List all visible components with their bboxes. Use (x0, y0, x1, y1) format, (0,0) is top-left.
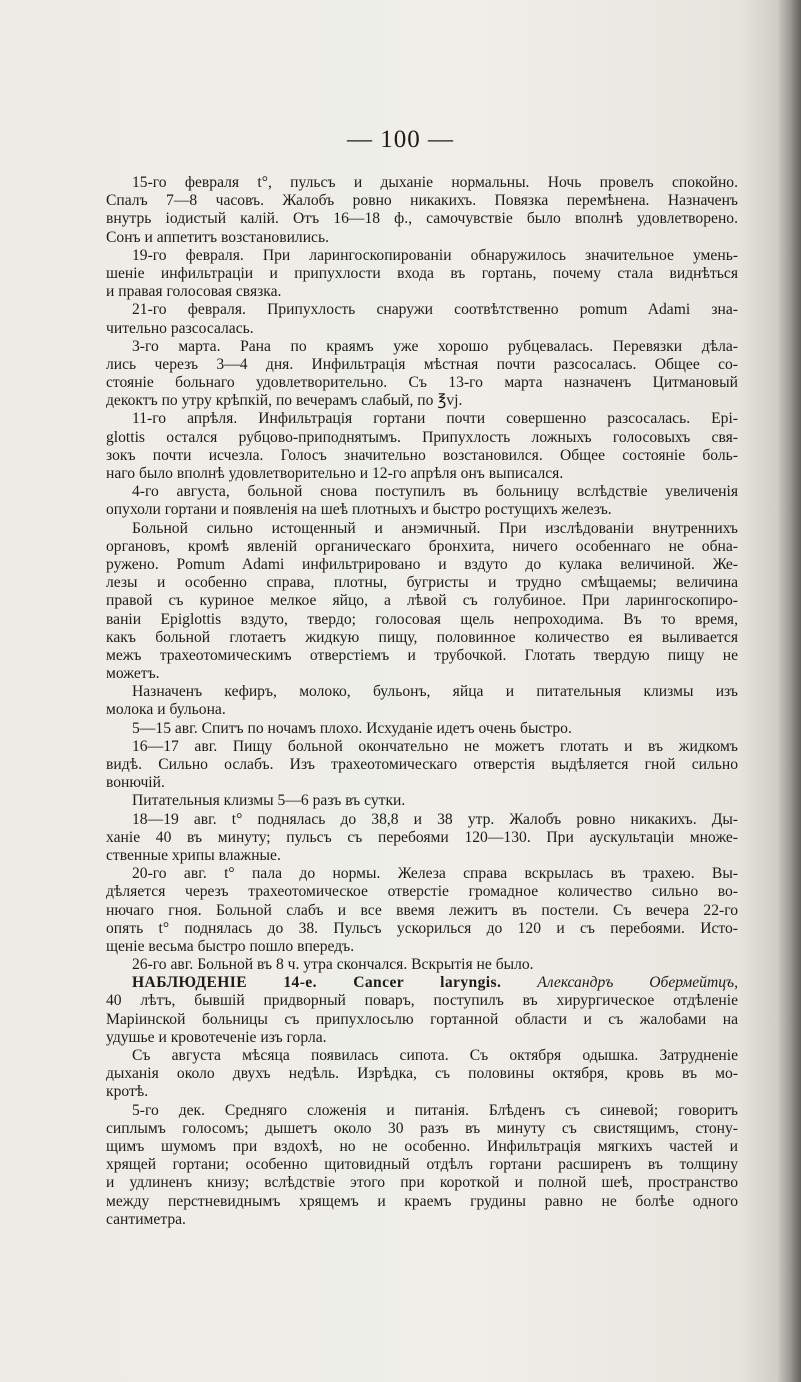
line-text: какъ больной глотаетъ жидкую пищу, половинное количество ея выливается (106, 628, 738, 646)
text-line (106, 429, 738, 447)
text-line (106, 738, 738, 756)
line-text: Маріинской больницы съ припухлосьлю гортанной области и съ жалобами на (106, 1010, 738, 1028)
line-text: опухоли гортани и появленія на шеѣ плотныхъ и быстро ростущихъ железъ. (106, 501, 612, 519)
line-text: чительно разсосалась. (106, 319, 254, 337)
line-text: сиплымъ голосомъ; дышетъ около 30 разъ въ минуту съ свистящимъ, стону- (106, 1119, 738, 1137)
patient-name: Александръ Обермейтцъ, (537, 974, 738, 992)
text-line (106, 974, 738, 992)
line-text: вонючій. (106, 774, 165, 792)
text-line (106, 301, 738, 319)
line-text: 5-го дек. Средняго сложенія и питанія. Блѣденъ съ синевой; говоритъ (132, 1101, 738, 1119)
text-line (106, 1011, 738, 1029)
text-line (106, 792, 738, 810)
text-line (106, 338, 738, 356)
text-line (106, 683, 738, 701)
line-text: кротѣ. (106, 1083, 149, 1101)
line-text: опять t° поднялась до 38. Пульсъ ускорилься до 120 и съ перебоями. Исто- (106, 919, 738, 937)
text-line (106, 1065, 738, 1083)
line-text: удушье и кровотеченіе изъ горла. (106, 1028, 327, 1046)
line-text: 21-го февраля. Припухлость снаружи соотвѣтственно pomum Adami зна- (132, 301, 738, 319)
line-text: межъ трахеотомическимъ отверстіемъ и трубочкой. Глотать твердую пищу не (106, 646, 738, 664)
line-text: glottis остался рубцово-приподнятымъ. Припухлость ложныхъ голосовыхъ свя- (106, 428, 738, 446)
line-text: 4-го августа, больной снова поступилъ въ больницу вслѣдствіе увеличенія (132, 483, 738, 501)
text-line (106, 1156, 738, 1174)
line-text: внутрь іодистый калій. Отъ 16—18 ф., самочувствіе было вполнѣ удовлетворено. (106, 210, 738, 228)
text-line (106, 247, 738, 265)
line-text: шеніе инфильтраціи и припухлости входа въ гортань, почему стала виднѣться (106, 264, 738, 282)
line-text: стояніе больнаго удовлетворительно. Съ 13-го марта назначенъ Цитмановый (106, 374, 738, 392)
line-text: 11-го апрѣля. Инфильтрація гортани почти совершенно разсосалась. Epi- (132, 410, 738, 428)
text-line (106, 829, 738, 847)
observation-heading: НАБЛЮДЕНІЕ 14-е. Cancer laryngis. (132, 974, 502, 992)
text-line (106, 774, 738, 792)
text-line (106, 665, 738, 683)
text-line (106, 374, 738, 392)
line-text: ружено. Pomum Adami инфильтрировано и вздуто до кулака величиной. Же- (106, 555, 738, 573)
text-line (106, 1138, 738, 1156)
line-text: 40 лѣтъ, бывшій придворный поваръ, поступилъ въ хирургическое отдѣленіе (106, 992, 738, 1010)
line-text: органовъ, кромѣ явленій органическаго бронхита, ничего особеннаго не обна- (106, 537, 738, 555)
line-text: хрящей гортани; особенно щитовидный отдѣлъ гортани расширенъ въ толщину (106, 1156, 738, 1174)
line-text: Спалъ 7—8 часовъ. Жалобъ ровно никакихъ. Повязка перемѣнена. Назначенъ (106, 192, 738, 210)
text-line (106, 320, 738, 338)
text-line (106, 1120, 738, 1138)
line-text: Сонъ и аппетитъ возстановились. (106, 228, 329, 246)
line-text: сантиметра. (106, 1210, 186, 1228)
text-line (106, 392, 738, 410)
text-line (106, 756, 738, 774)
text-line (106, 192, 738, 210)
line-text: лись черезъ 3—4 дня. Инфильтрація мѣстная почти разсосалась. Общее со- (106, 355, 738, 373)
text-line (106, 701, 738, 719)
text-line (106, 720, 738, 738)
text-line (106, 356, 738, 374)
text-line (106, 210, 738, 228)
line-text: щеніе весьма быстро пошло впередъ. (106, 937, 355, 955)
text-line (106, 611, 738, 629)
text-line (106, 1193, 738, 1211)
text-line (106, 629, 738, 647)
line-text: можетъ. (106, 665, 160, 683)
text-line (106, 1174, 738, 1192)
line-text: Назначенъ кефиръ, молоко, бульонъ, яйца и питательныя клизмы изъ (132, 683, 738, 701)
line-text: и правая голосовая связка. (106, 283, 282, 301)
text-line (106, 501, 738, 519)
line-text: лезы и особенно справа, плотны, бугристы и трудно смѣщаемы; величина (106, 574, 738, 592)
line-text (501, 974, 537, 991)
line-text: ственные хрипы влажные. (106, 846, 281, 864)
line-text: 20-го авг. t° пала до нормы. Железа справа вскрылась въ трахею. Вы- (132, 865, 738, 883)
line-text: Питательныя клизмы 5—6 разъ въ сутки. (132, 792, 406, 810)
line-text: 19-го февраля. При ларингоскопированіи обнаружилось значительное умень- (132, 246, 738, 264)
body-text (106, 174, 738, 1229)
line-text: дѣляется черезъ трахеотомическое отверстіе громадное количество сильно во- (106, 883, 738, 901)
text-line (106, 647, 738, 665)
text-line (106, 956, 738, 974)
line-text: 5—15 авг. Спитъ по ночамъ плохо. Исхуданіе идетъ очень быстро. (132, 719, 572, 737)
line-text: 3-го марта. Рана по краямъ уже хорошо рубцевалась. Перевязки дѣла- (132, 337, 738, 355)
text-line (106, 483, 738, 501)
text-line (106, 592, 738, 610)
text-line (106, 865, 738, 883)
text-line (106, 265, 738, 283)
page-number: — 100 — (347, 126, 454, 153)
line-text: Больной сильно истощенный и анэмичный. При изслѣдованіи внутреннихъ (132, 519, 738, 537)
line-text: зокъ почти исчезла. Голосъ значительно возстановился. Общее состояніе боль- (106, 446, 738, 464)
text-line (106, 883, 738, 901)
text-line (106, 447, 738, 465)
line-text: видѣ. Сильно ослабъ. Изъ трахеотомическаго отверстія выдѣляется гной сильно (106, 756, 738, 773)
text-line (106, 1102, 738, 1120)
text-line (106, 465, 738, 483)
line-text: декоктъ по утру крѣпкій, по вечерамъ слабый, по ℥vj. (106, 392, 463, 410)
text-line (106, 902, 738, 920)
line-text: Съ августа мѣсяца появилась сипота. Съ октября одышка. Затрудненіе (132, 1047, 738, 1064)
text-line (106, 229, 738, 247)
line-text: молока и бульона. (106, 701, 226, 719)
line-text: дыханія около двухъ недѣль. Изрѣдка, съ половины октября, кровь въ мо- (106, 1065, 738, 1083)
text-line (106, 538, 738, 556)
line-text: ханіе 40 въ минуту; пульсъ съ перебоями 120—130. При аускультаціи множе- (106, 828, 738, 846)
text-line (106, 574, 738, 592)
text-line (106, 1083, 738, 1101)
text-line (106, 811, 738, 829)
line-text: 16—17 авг. Пищу больной окончательно не можетъ глотать и въ жидкомъ (132, 737, 738, 755)
text-line (106, 920, 738, 938)
page-edge-shadow (777, 0, 801, 1382)
text-line (106, 174, 738, 192)
line-text: и удлиненъ книзу; вслѣдствіе этого при короткой и полной шеѣ, пространство (106, 1174, 738, 1192)
text-line (106, 283, 738, 301)
line-text: щимъ шумомъ при вздохѣ, но не особенно. Инфильтрація мягкихъ частей и (106, 1137, 738, 1155)
text-line (106, 1047, 738, 1065)
text-line (106, 938, 738, 956)
line-text: наго было вполнѣ удовлетворительно и 12-го апрѣля онъ выписался. (106, 465, 564, 482)
line-text: 18—19 авг. t° поднялась до 38,8 и 38 утр. Жалобъ ровно никакихъ. Ды- (132, 810, 738, 828)
text-line (106, 1029, 738, 1047)
text-line (106, 1211, 738, 1229)
text-line (106, 410, 738, 428)
text-line (106, 556, 738, 574)
line-text: 15-го февраля t°, пульсъ и дыханіе нормальны. Ночь провелъ спокойно. (132, 174, 738, 191)
text-line (106, 847, 738, 865)
line-text: нючаго гноя. Больной слабъ и все ввемя лежитъ въ постели. Съ вечера 22-го (106, 901, 738, 919)
line-text: между перстневиднымъ хрящемъ и краемъ грудины равно не болѣе одного (106, 1192, 738, 1210)
line-text: ваніи Epiglottis вздуто, твердо; голосовая щель непроходима. Въ то время, (106, 610, 738, 628)
text-line (106, 520, 738, 538)
line-text: 26-го авг. Больной въ 8 ч. утра скончался. Вскрытія не было. (132, 956, 534, 974)
text-line (106, 992, 738, 1010)
line-text: правой съ куриное мелкое яйцо, а лѣвой съ голубиное. При ларингоскопиро- (106, 592, 738, 610)
